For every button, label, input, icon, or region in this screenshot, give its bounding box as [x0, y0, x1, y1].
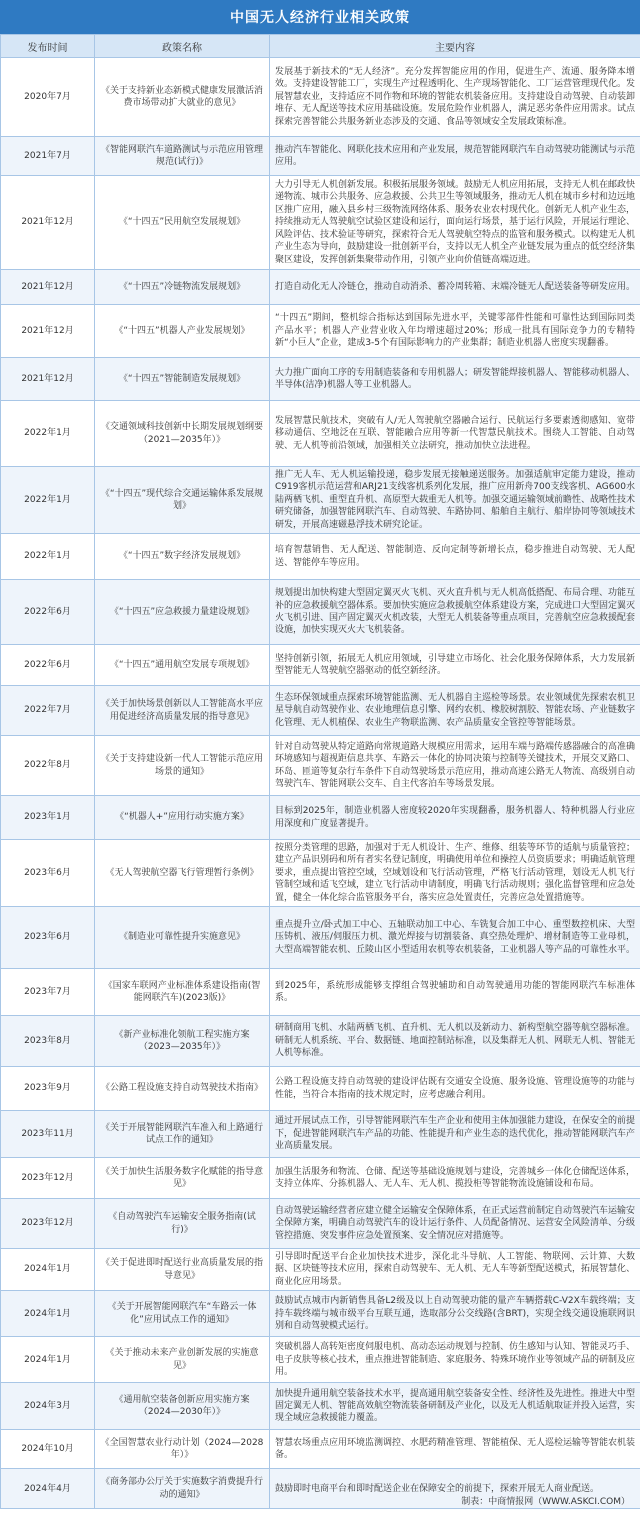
date-cell: 2022年8月 — [1, 736, 95, 796]
date-cell: 2024年4月 — [1, 1469, 95, 1509]
policy-content-cell: 推广无人车、无人机运输投递，稳步发展无接触递送服务。加强适航审定能力建设，推动C919客机示范运营和ARJ21支线客机系列化发展，推广应用新舟700支线客机、AG600水陆两栖飞机、重型直升机、高原型大载重无人机等。加强交通运输领域前瞻性、战略性技术研究储备，加强智能网联汽车、自动驾驶、车路协同、船舶自主航行、船岸协同等领域技术研发，开展高速磁悬浮技术研究论证。 — [270, 467, 640, 534]
table-row — [1, 1249, 640, 1291]
policy-content-cell: 规划提出加快构建大型固定翼灭火飞机、灭火直升机与无人机高低搭配、布局合理、功能互补的应急救援航空器体系。要加快实施应急救援航空体系建设方案，完成进口大型固定翼灭火飞机引进、国产固定翼灭火机改装，大型无人机装备等重点项目，完善航空应急救援配套设施，加快实现灭火大飞机装备。 — [270, 580, 640, 645]
table-row — [1, 969, 640, 1016]
table-row — [1, 1111, 640, 1158]
date-cell: 2023年1月 — [1, 796, 95, 840]
table-row — [1, 796, 640, 840]
policy-content-cell: 研制商用飞机、水陆两栖飞机、直升机、无人机以及新动力、新构型航空器等航空器标准。研制无人机系统、平台、数据链、地面控制站标准，以及集群无人机、网联无人机、智能无人机等标准。 — [270, 1016, 640, 1067]
table-row — [1, 1158, 640, 1199]
policy-content-cell: 大力引导无人机创新发展。积极拓展服务领域。鼓励无人机应用拓展，支持无人机在邮政快递物流、城市公共服务、应急救援、公共卫生等领域服务，推动无人机在城市乡村和边远地区推广应用，融入县乡村三级物流网络体系、服务农业农村现代化。创新无人机产业生态，持续推动无人驾驶航空试验区建设和运行，面向运行场景，基于运行风险，开展运行理论、风险评估、技术验证等研究，探索符合无人驾驶航空特点的监管和服务模式。以构建无人机产业生态为导向，鼓励建设一批创新平台，支持以无人机全产业链发展为重点的低空经济集聚区建设，发挥创新集聚带动作用，引领产业向价值链高端迈进。 — [270, 176, 640, 270]
policy-content-cell: 鼓励试点城市内新销售具备L2级及以上自动驾驶功能的量产车辆搭载C-V2X车载终端；支持车载终端与城市级平台互联互通，选取部分公交线路(含BRT)，实现全线交通设施联网识别和自动驾驶模式运行。 — [270, 1291, 640, 1337]
date-cell: 2022年6月 — [1, 645, 95, 686]
date-cell: 2020年7月 — [1, 58, 95, 137]
table-row — [1, 1383, 640, 1430]
policy-name-cell: 《关于支持新业态新模式健康发展激活消费市场带动扩大就业的意见》 — [95, 58, 270, 137]
policy-name-cell: 《关于支持建设新一代人工智能示范应用场景的通知》 — [95, 736, 270, 796]
policy-name-cell: 《公路工程设施支持自动驾驶技术指南》 — [95, 1067, 270, 1111]
date-cell: 2024年10月 — [1, 1430, 95, 1469]
date-cell: 2023年6月 — [1, 840, 95, 907]
policy-content-cell: 培育智慧销售、无人配送、智能制造、反向定制等新增长点，稳步推进自动驾驶、无人配送、智能停车等应用。 — [270, 534, 640, 580]
policy-content-cell: 通过开展试点工作，引导智能网联汽车生产企业和使用主体加强能力建设，在保安全的前提下，促进智能网联汽车产品的功能、性能提升和产业生态的迭代优化，推动智能网联汽车产业高质量发展。 — [270, 1111, 640, 1158]
policy-name-cell: 《“十四五”民用航空发展规划》 — [95, 176, 270, 270]
policy-content-cell: 大力推广面向工序的专用制造装备和专用机器人；研发智能焊接机器人、智能移动机器人、半导体(洁净)机器人等工业机器人。 — [270, 358, 640, 401]
date-cell: 2024年1月 — [1, 1291, 95, 1337]
policy-name-cell: 《“十四五”数字经济发展规划》 — [95, 534, 270, 580]
date-cell: 2024年3月 — [1, 1383, 95, 1430]
policy-content-cell: 公路工程设施支持自动驾驶的建设评估既有交通安全设施、服务设施、管理设施等的功能与性能，当符合本指南的技术规定时，应考虑融合利用。 — [270, 1067, 640, 1111]
policy-name-cell: 《关于开展智能网联汽车“车路云一体化”应用试点工作的通知》 — [95, 1291, 270, 1337]
date-cell: 2021年12月 — [1, 176, 95, 270]
date-cell: 2023年7月 — [1, 969, 95, 1016]
policy-name-cell: 《“十四五”智能制造发展规划》 — [95, 358, 270, 401]
table-row — [1, 1337, 640, 1383]
date-cell: 2022年7月 — [1, 686, 95, 736]
header-date: 发布时间 — [1, 35, 95, 58]
policy-content-cell: 鼓励即时电商平台和即时配送企业在保障安全的前提下，探索开展无人商业配送。 — [270, 1469, 640, 1509]
table-row — [1, 358, 640, 401]
policy-name-cell: 《关于开展智能网联汽车准入和上路通行试点工作的通知》 — [95, 1111, 270, 1158]
table-row — [1, 534, 640, 580]
table-row — [1, 58, 640, 137]
policy-content-cell: 针对自动驾驶从特定道路向常规道路大规模应用需求，运用车端与路端传感器融合的高准确环境感知与超视距信息共享、车路云一体化的协同决策与控制等关键技术，开展交叉路口、环岛、匝道等复杂行车条件下自动驾驶场景示范应用，推动高速公路无人物流、高级别自动驾驶汽车、智能网联公交车、自主代客泊车等场景发展。 — [270, 736, 640, 796]
table-row — [1, 401, 640, 467]
date-cell: 2023年6月 — [1, 907, 95, 969]
table-row — [1, 1016, 640, 1067]
policy-name-cell: 《商务部办公厅关于实施数字消费提升行动的通知》 — [95, 1469, 270, 1509]
table-row — [1, 305, 640, 358]
date-cell: 2023年11月 — [1, 1111, 95, 1158]
policy-name-cell: 《通用航空装备创新应用实施方案（2024—2030年）》 — [95, 1383, 270, 1430]
policy-name-cell: 《无人驾驶航空器飞行管理暂行条例》 — [95, 840, 270, 907]
header-name: 政策名称 — [95, 35, 270, 58]
policy-content-cell: 生态环保领域重点探索环境智能监测、无人机器自主巡检等场景。农业领域优先探索农机卫星导航自动驾驶作业、农业地理信息引擎、网约农机、橡胶树割胶、智能农场、产业链数字化管理、无人机植保、农业生产物联监测、农产品质量安全管控等智能场景。 — [270, 686, 640, 736]
policy-content-cell: 自动驾驶运输经营者应建立健全运输安全保障体系，在正式运营前制定自动驾驶汽车运输安全保障方案，明确自动驾驶汽车的设计运行条件、人员配备情况、运营安全风险清单、分级管控措施、突发事件应急处置预案、安全情况应对措施等。 — [270, 1199, 640, 1249]
table-row — [1, 645, 640, 686]
policy-name-cell: 《全国智慧农业行动计划（2024—2028年）》 — [95, 1430, 270, 1469]
policy-content-cell: 加强生活服务和物流、仓储、配送等基础设施规划与建设，完善城乡一体化仓储配送体系，支持立体库、分拣机器人、无人车、无人机、揽投柜等智能物流设施铺设和布局。 — [270, 1158, 640, 1199]
table-row — [1, 137, 640, 176]
policy-name-cell: 《关于加快生活服务数字化赋能的指导意见》 — [95, 1158, 270, 1199]
date-cell: 2021年12月 — [1, 270, 95, 305]
policy-table — [0, 34, 640, 1509]
date-cell: 2023年8月 — [1, 1016, 95, 1067]
policy-content-cell: 目标到2025年，制造业机器人密度较2020年实现翻番，服务机器人、特种机器人行业应用深度和广度显著提升。 — [270, 796, 640, 840]
policy-content-cell: 智慧农场重点应用环境监测调控、水肥药精准管理、智能植保、无人巡检运输等智能农机装备。 — [270, 1430, 640, 1469]
date-cell: 2021年12月 — [1, 305, 95, 358]
policy-name-cell: 《“十四五”应急救援力量建设规划》 — [95, 580, 270, 645]
policy-content-cell: 推动汽车智能化、网联化技术应用和产业发展，规范智能网联汽车自动驾驶功能测试与示范应用。 — [270, 137, 640, 176]
policy-content-cell: 引导即时配送平台企业加快技术进步，深化北斗导航、人工智能、物联网、云计算、大数据、区块链等技术应用，探索自动驾驶车、无人机、无人车等新型配送模式，拓展智慧化、商业化应用场景。 — [270, 1249, 640, 1291]
date-cell: 2022年1月 — [1, 401, 95, 467]
policy-content-cell: “十四五”期间，整机综合指标达到国际先进水平，关键零部件性能和可靠性达到国际同类产品水平；机器人产业营业收入年均增速超过20%；形成一批具有国际竞争力的专精特新“小巨人”企业，建成3-5个有国际影响力的产业集群；制造业机器人密度实现翻番。 — [270, 305, 640, 358]
policy-content-cell: 发展基于新技术的“无人经济”。充分发挥智能应用的作用，促进生产、流通、服务降本增效。支持建设智能工厂，实现生产过程透明化、生产现场智能化、工厂运营管理现代化。发展智慧农业，支持适应不同作物和环境的智能农机装备应用。支持建设自动驾驶、自动装卸堆存、无人配送等技术应用基础设施。发展危险作业机器人，满足恶劣条件应用需求。试点探索完善智能公共服务新业态涉及的交通、食品等领域安全发展政策标准。 — [270, 58, 640, 137]
policy-name-cell: 《关于加快场景创新以人工智能高水平应用促进经济高质量发展的指导意见》 — [95, 686, 270, 736]
policy-name-cell: 《“十四五”冷链物流发展规划》 — [95, 270, 270, 305]
date-cell: 2022年1月 — [1, 467, 95, 534]
date-cell: 2023年12月 — [1, 1199, 95, 1249]
policy-name-cell: 《交通领域科技创新中长期发展规划纲要（2021—2035年）》 — [95, 401, 270, 467]
policy-name-cell: 《关于促进即时配送行业高质量发展的指导意见》 — [95, 1249, 270, 1291]
table-row — [1, 1067, 640, 1111]
policy-name-cell: 《国家车联网产业标准体系建设指南(智能网联汽车)(2023版)》 — [95, 969, 270, 1016]
date-cell: 2022年6月 — [1, 580, 95, 645]
table-row — [1, 467, 640, 534]
policy-name-cell: 《智能网联汽车道路测试与示范应用管理规范(试行)》 — [95, 137, 270, 176]
date-cell: 2021年12月 — [1, 358, 95, 401]
table-row — [1, 1291, 640, 1337]
date-cell: 2022年1月 — [1, 534, 95, 580]
table-row — [1, 686, 640, 736]
policy-name-cell: 《“十四五”现代综合交通运输体系发展规划》 — [95, 467, 270, 534]
table-row — [1, 1430, 640, 1469]
table-row — [1, 736, 640, 796]
table-row — [1, 176, 640, 270]
policy-content-cell: 突破机器人高转矩密度伺服电机、高动态运动规划与控制、仿生感知与认知、智能灵巧手、电子皮肤等核心技术，重点推进智能制造、家庭服务、特殊环境作业等领域产品的研制及应用。 — [270, 1337, 640, 1383]
table-row — [1, 840, 640, 907]
policy-content-cell: 打造自动化无人冷链仓，推动自动消杀、蓄冷周转箱、末端冷链无人配送装备等研发应用。 — [270, 270, 640, 305]
policy-name-cell: 《新产业标准化领航工程实施方案（2023—2035年）》 — [95, 1016, 270, 1067]
date-cell: 2023年9月 — [1, 1067, 95, 1111]
date-cell: 2023年12月 — [1, 1158, 95, 1199]
policy-content-cell: 到2025年，系统形成能够支撑组合驾驶辅助和自动驾驶通用功能的智能网联汽车标准体系。 — [270, 969, 640, 1016]
date-cell: 2024年1月 — [1, 1337, 95, 1383]
policy-name-cell: 《“十四五”机器人产业发展规划》 — [95, 305, 270, 358]
page-title: 中国无人经济行业相关政策 — [0, 0, 640, 34]
date-cell: 2024年1月 — [1, 1249, 95, 1291]
policy-content-cell: 发展智慧民航技术，突破有人/无人驾驶航空器融合运行、民航运行多要素透彻感知、宽带移动通信、空地泛在互联、智能融合应用等新一代智慧民航技术。围绕人工智能、自动驾驶、无人机等前沿领域，加强相关立法研究，推动加快立法进程。 — [270, 401, 640, 467]
date-cell: 2021年7月 — [1, 137, 95, 176]
policy-table-body — [1, 58, 640, 1509]
table-header-row — [1, 35, 640, 58]
table-row — [1, 270, 640, 305]
policy-content-cell: 加快提升通用航空装备技术水平，提高通用航空装备安全性、经济性及先进性。推进大中型固定翼无人机、智能高效航空物流装备研制及产业化，以及无人机适航取证并投入运营，实现全域应急救援能力覆盖。 — [270, 1383, 640, 1430]
table-row — [1, 907, 640, 969]
policy-name-cell: 《关于推动未来产业创新发展的实施意见》 — [95, 1337, 270, 1383]
policy-content-cell: 坚持创新引领，拓展无人机应用领域，引导建立市场化、社会化服务保障体系，大力发展新型智能无人驾驶航空器驱动的低空新经济。 — [270, 645, 640, 686]
policy-content-cell: 按照分类管理的思路，加强对于无人机设计、生产、维修、组装等环节的适航与质量管控；建立产品识别码和所有者实名登记制度，明确使用单位和操控人员资质要求；明确适航管理要求，重点提出管控空域，空域划设和飞行活动管理，严格飞行活动管理，划设无人机飞行管制空域和适飞空域，建立飞行活动申请制度，明确飞行活动规则；强化监督管理和应急处置，健全一体化综合监管服务平台，落实应急处置责任，完善应急处置措施等。 — [270, 840, 640, 907]
policy-name-cell: 《“十四五”通用航空发展专项规划》 — [95, 645, 270, 686]
table-row — [1, 580, 640, 645]
source-note: 制表：中商情报网（WWW.ASKCI.COM） — [461, 1497, 630, 1507]
policy-name-cell: 《“机器人+”应用行动实施方案》 — [95, 796, 270, 840]
table-row — [1, 1199, 640, 1249]
header-content: 主要内容 — [270, 35, 640, 58]
policy-name-cell: 《制造业可靠性提升实施意见》 — [95, 907, 270, 969]
policy-content-cell: 重点提升立/卧式加工中心、五轴联动加工中心、车铣复合加工中心、重型数控机床、大型压铸机、液压/伺服压力机、激光焊接与切割装备、真空热处理炉、增材制造等工业母机，大型高端智能农机、丘陵山区小型适用农机等农机装备，工业机器人等产品的可靠性水平。 — [270, 907, 640, 969]
policy-name-cell: 《自动驾驶汽车运输安全服务指南(试行)》 — [95, 1199, 270, 1249]
